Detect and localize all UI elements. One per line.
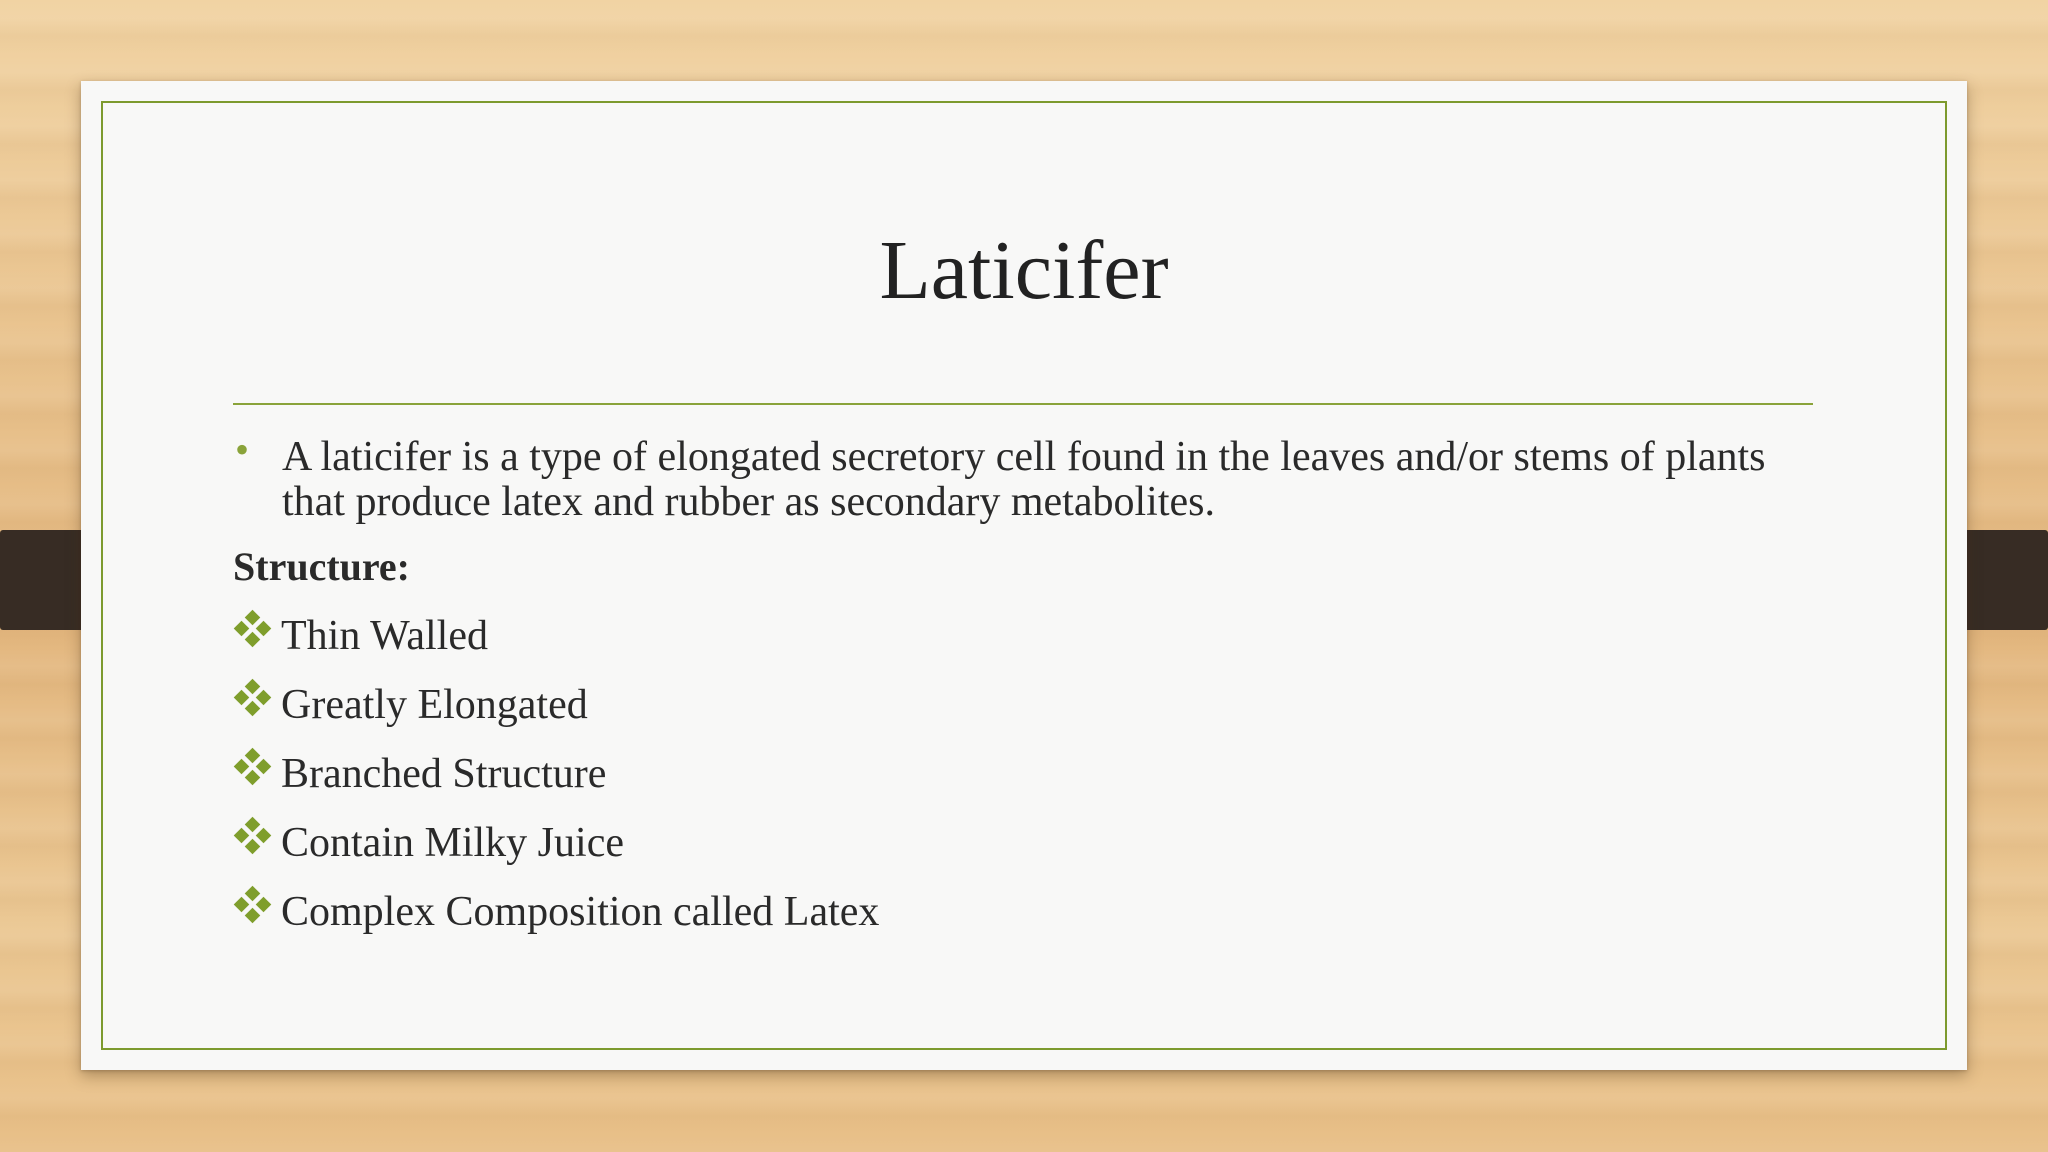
structure-heading: Structure:: [233, 544, 410, 589]
list-item-label: Contain Milky Juice: [281, 819, 624, 866]
list-item-label: Thin Walled: [281, 612, 488, 659]
round-bullet-icon: •: [235, 427, 250, 472]
four-diamond-bullet-icon: [233, 610, 273, 650]
list-item: [233, 739, 879, 808]
slide-paper: [81, 81, 1967, 1070]
four-diamond-bullet-icon: [233, 886, 273, 926]
list-item-label: Complex Composition called Latex: [281, 888, 880, 935]
slide-title: Laticifer: [879, 224, 1169, 317]
list-item-label: Greatly Elongated: [281, 681, 588, 728]
intro-paragraph: [235, 427, 1835, 525]
list-item-label: Branched Structure: [281, 750, 607, 797]
four-diamond-bullet-icon: [233, 748, 273, 788]
four-diamond-bullet-icon: [233, 679, 273, 719]
intro-text: A laticifer is a type of elongated secretory cell found in the leaves and/or stems of plants that produce latex and rubber as secondary metabolites.: [282, 434, 1766, 525]
list-item: [233, 877, 879, 946]
list-item: [233, 808, 879, 877]
list-item: [233, 670, 879, 739]
title-divider: [233, 403, 1813, 405]
list-item: [233, 601, 879, 670]
four-diamond-bullet-icon: [233, 817, 273, 857]
structure-list: [233, 601, 879, 946]
